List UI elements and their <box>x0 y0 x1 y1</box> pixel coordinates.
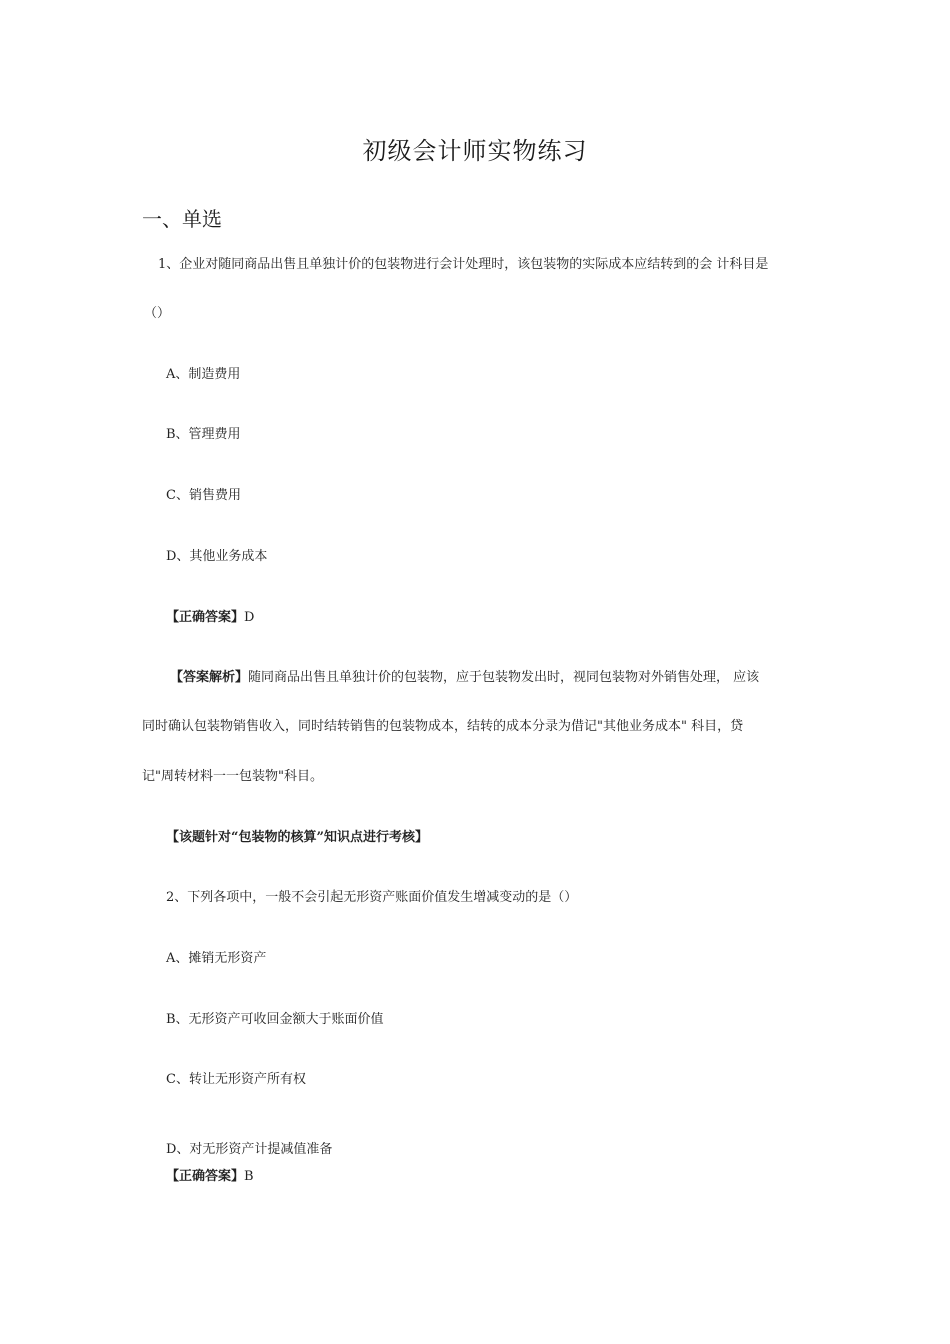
q2-answer-value: B <box>244 1169 254 1184</box>
q1-stem-line2: （） <box>144 306 171 321</box>
q1-analysis-line2: 同时确认包装物销售收入，同时结转销售的包装物成本，结转的成本分录为借记"其他业务成本" 科目，贷 <box>142 719 744 734</box>
q2-answer-label: 【正确答案】 <box>166 1169 245 1184</box>
q1-option-a: A、制造费用 <box>166 367 241 382</box>
q1-analysis-text1: 随同商品出售且单独计价的包装物，应于包装物发出时，视同包装物对外销售处理， 应该 <box>248 670 760 685</box>
q2-option-d: D、对无形资产计提减值准备 <box>166 1142 333 1157</box>
page-title: 初级会计师实物练习 <box>362 137 588 165</box>
q1-analysis-line3: 记"周转材料一一包装物"科目。 <box>142 769 323 784</box>
q1-option-c: C、销售费用 <box>166 488 241 503</box>
q1-answer-label: 【正确答案】 <box>166 610 245 625</box>
section-heading: 一、单选 <box>142 207 222 231</box>
q1-option-d: D、其他业务成本 <box>166 549 268 564</box>
q2-answer <box>166 1167 254 1187</box>
q1-analysis-label: 【答案解析】 <box>170 670 249 685</box>
q2-stem: 2、下列各项中，一般不会引起无形资产账面价值发生增减变动的是（） <box>166 890 578 905</box>
q2-option-b: B、无形资产可收回金额大于账面价值 <box>166 1012 384 1027</box>
q1-stem-line1: 1、企业对随同商品出售且单独计价的包装物进行会计处理时，该包装物的实际成本应结转到的会 计科目是 <box>158 257 769 272</box>
q1-knowledge-point: 【该题针对“包装物的核算”知识点进行考核】 <box>166 830 428 845</box>
q2-option-a: A、摊销无形资产 <box>166 951 267 966</box>
q1-answer-value: D <box>244 610 255 625</box>
q1-option-b: B、管理费用 <box>166 427 241 442</box>
q2-option-c: C、转让无形资产所有权 <box>166 1072 306 1087</box>
q1-analysis-line1 <box>170 668 759 688</box>
q1-answer <box>166 608 254 628</box>
